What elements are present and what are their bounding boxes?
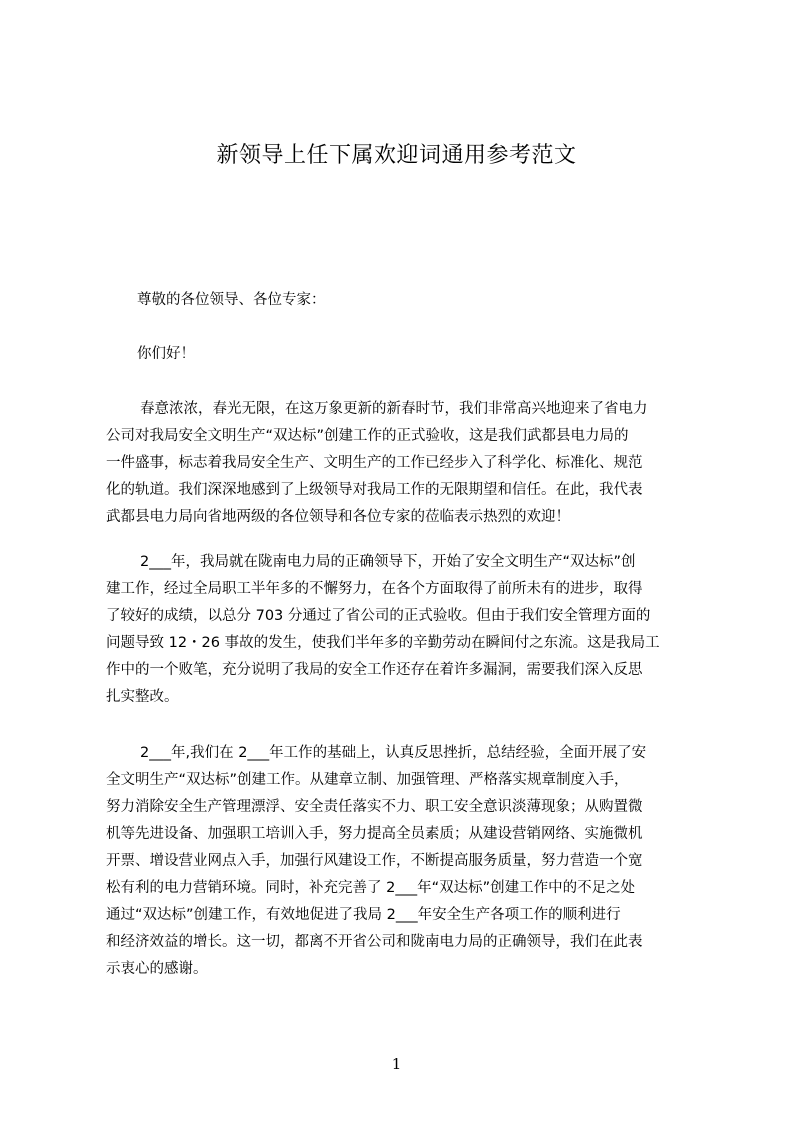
paragraph-line: 2___年，我局就在陇南电力局的正确领导下，开始了安全文明生产“双达标”创 bbox=[140, 554, 636, 570]
paragraph-line: 机等先进设备、加强职工培训入手，努力提高全员素质；从建设营销网络、实施微机 bbox=[106, 826, 643, 842]
paragraph-welcome bbox=[106, 396, 700, 531]
paragraph-line: 2___年,我们在 2___年工作的基础上，认真反思挫折，总结经验，全面开展了安 bbox=[140, 745, 647, 761]
paragraph-line: 松有利的电力营销环境。同时，补充完善了 2___年“双达标”创建工作中的不足之处 bbox=[106, 880, 636, 896]
page-number: 1 bbox=[391, 1055, 402, 1073]
document-title: 新领导上任下属欢迎词通用参考范文 bbox=[216, 143, 577, 168]
paragraph-line: 武都县电力局向省地两级的各位领导和各位专家的莅临表示热烈的欢迎！ bbox=[106, 509, 570, 525]
paragraph-line: 通过“双达标”创建工作，有效地促进了我局 2___年安全生产各项工作的顺利进行 bbox=[106, 907, 621, 923]
paragraph-line: 开票、增设营业网点入手，加强行风建设工作，不断提高服务质量，努力营造一个宽 bbox=[106, 853, 643, 869]
paragraph-line: 了较好的成绩，以总分 703 分通过了省公司的正式验收。但由于我们安全管理方面的 bbox=[106, 608, 651, 624]
paragraph-review bbox=[106, 549, 700, 711]
paragraph-line: 作中的一个败笔，充分说明了我局的安全工作还存在着许多漏洞，需要我们深入反思 bbox=[106, 662, 643, 678]
paragraph-line: 和经济效益的增长。这一切，都离不开省公司和陇南电力局的正确领导，我们在此表 bbox=[106, 934, 643, 950]
paragraph-line: 示衷心的感谢。 bbox=[106, 961, 208, 977]
paragraph-line: 努力消除安全生产管理漂浮、安全责任落实不力、职工安全意识淡薄现象；从购置微 bbox=[106, 799, 643, 815]
paragraph-line: 建工作，经过全局职工半年多的不懈努力，在各个方面取得了前所未有的进步，取得 bbox=[106, 581, 643, 597]
paragraph-line: 扎实整改。 bbox=[106, 689, 179, 705]
salutation: 尊敬的各位领导、各位专家： bbox=[137, 292, 326, 308]
greeting: 你们好！ bbox=[137, 346, 195, 362]
paragraph-line: 全文明生产“双达标”创建工作。从建章立制、加强管理、严格落实规章制度入手， bbox=[106, 772, 629, 788]
paragraph-progress bbox=[106, 740, 700, 983]
paragraph-line: 公司对我局安全文明生产“双达标”创建工作的正式验收，这是我们武都县电力局的 bbox=[106, 428, 629, 444]
paragraph-line: 化的轨道。我们深深地感到了上级领导对我局工作的无限期望和信任。在此，我代表 bbox=[106, 482, 643, 498]
paragraph-line: 一件盛事，标志着我局安全生产、文明生产的工作已经步入了科学化、标准化、规范 bbox=[106, 455, 643, 471]
paragraph-line: 春意浓浓，春光无限，在这万象更新的新春时节，我们非常高兴地迎来了省电力 bbox=[140, 401, 648, 417]
paragraph-line: 问题导致 12・26 事故的发生，使我们半年多的辛勤劳动在瞬间付之东流。这是我局工 bbox=[106, 635, 660, 651]
